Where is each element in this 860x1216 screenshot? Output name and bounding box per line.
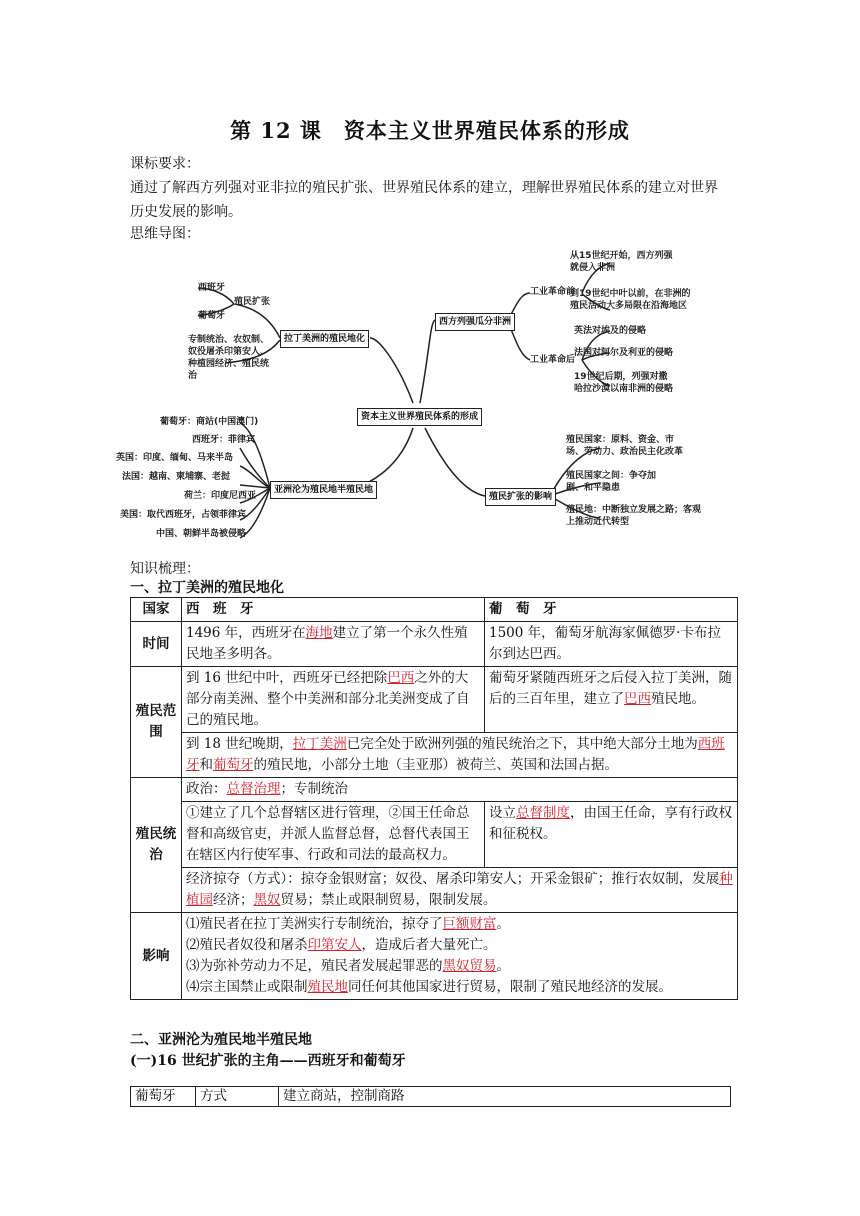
header-spain: 西 班 牙 bbox=[182, 598, 485, 622]
mindmap-label: 思维导图： bbox=[130, 226, 200, 242]
mindmap-asia-item: 葡萄牙：商站(中国澳门) bbox=[160, 417, 259, 427]
mindmap-africa-item: 到19世纪中叶以前，在非洲的殖民活动大多局限在沿海地区 bbox=[570, 289, 691, 311]
mindmap-asia-item: 中国、朝鲜半岛被侵略 bbox=[156, 529, 247, 539]
mindmap-asia-item: 荷兰：印度尼西亚 bbox=[184, 491, 257, 501]
impact-item: ⑵殖民者奴役和屠杀印第安人，造成后者大量死亡。 bbox=[186, 937, 497, 953]
mindmap-rule: 专制统治、农奴制、奴役屠杀印第安人、种植园经济、殖民统治 bbox=[188, 335, 270, 381]
highlight: 总督治理 bbox=[226, 781, 281, 797]
highlight: 拉丁美洲 bbox=[292, 736, 347, 752]
mindmap-branch-africa: 西方列强瓜分非洲 bbox=[435, 313, 515, 331]
mindmap-africa-item: 法国对阿尔及利亚的侵略 bbox=[574, 348, 674, 358]
mindmap-impact-item: 殖民国家之间：争夺加剧、和平隐患 bbox=[566, 471, 657, 493]
impact-item: ⑶为弥补劳动力不足，殖民者发展起罪恶的黑奴贸易。 bbox=[186, 958, 510, 974]
standard-label: 课标要求： bbox=[130, 156, 200, 172]
mindmap-africa-item: 从15世纪开始，西方列强就侵入非洲 bbox=[570, 251, 673, 273]
mindmap-asia-item: 美国：取代西班牙，占领菲律宾 bbox=[120, 510, 247, 520]
row-label-rule: 殖民统治 bbox=[131, 778, 182, 913]
row-label-range: 殖民范围 bbox=[131, 667, 182, 778]
highlight: 印第安人 bbox=[307, 937, 362, 953]
mindmap-expand: 殖民扩张 bbox=[234, 297, 271, 307]
highlight: 黑奴 bbox=[253, 892, 281, 908]
standard-text: 通过了解西方列强对亚非拉的殖民扩张、世界殖民体系的建立，理解世界殖民体系的建立对世界历史发展的影响。 bbox=[130, 180, 718, 220]
time-portugal: 1500 年，葡萄牙航海家佩德罗·卡布拉尔到达巴西。 bbox=[485, 622, 738, 667]
range-common: 到 18 世纪晚期，拉丁美洲已完全处于欧洲列强的殖民统治之下，其中绝大部分土地为西班牙和葡萄牙的殖民地，小部分土地（圭亚那）被荷兰、英国和法国占据。 bbox=[182, 733, 738, 778]
mindmap-africa-item: 英法对埃及的侵略 bbox=[574, 326, 647, 336]
highlight: 巴西 bbox=[624, 691, 651, 707]
highlight: 总督制度 bbox=[516, 805, 570, 821]
cell-method: 方式 bbox=[196, 1087, 279, 1107]
mindmap-portugal: 葡萄牙 bbox=[198, 311, 226, 321]
highlight: 黑奴贸易 bbox=[442, 958, 497, 974]
mindmap-branch-asia: 亚洲沦为殖民地半殖民地 bbox=[270, 481, 377, 499]
asia-table bbox=[130, 1086, 731, 1107]
impact-cell bbox=[182, 913, 738, 1000]
latin-america-table bbox=[130, 597, 738, 1000]
impact-item: ⑷宗主国禁止或限制殖民地同任何其他国家进行贸易，限制了殖民地经济的发展。 bbox=[186, 979, 672, 995]
highlight: 殖民地 bbox=[307, 979, 348, 995]
cell-country: 葡萄牙 bbox=[131, 1087, 196, 1107]
mindmap-branch-impact: 殖民扩张的影响 bbox=[485, 488, 556, 506]
highlight: 巨额财富 bbox=[442, 916, 497, 932]
highlight: 海地 bbox=[305, 625, 333, 641]
mind-map bbox=[116, 238, 710, 570]
knowledge-label: 知识梳理： bbox=[130, 561, 200, 577]
page-title: 第 12 课 资本主义世界殖民体系的形成 bbox=[230, 118, 630, 143]
header-country: 国家 bbox=[131, 598, 182, 622]
highlight: 葡萄牙 bbox=[213, 757, 254, 773]
mindmap-asia-item: 法国：越南、柬埔寨、老挝 bbox=[122, 472, 231, 482]
mindmap-spain: 西班牙 bbox=[198, 283, 226, 293]
cell-detail: 建立商站，控制商路 bbox=[279, 1087, 731, 1107]
mindmap-africa-item: 19世纪后期，列强对撒哈拉沙漠以南非洲的侵略 bbox=[574, 372, 674, 394]
section-subheading: (一)16 世纪扩张的主角——西班牙和葡萄牙 bbox=[130, 1053, 406, 1069]
section-heading-2: 二、亚洲沦为殖民地半殖民地 bbox=[130, 1032, 312, 1048]
highlight: 巴西 bbox=[387, 670, 415, 686]
mindmap-impact-item: 殖民地：中断独立发展之路；客观上推动近代转型 bbox=[566, 505, 702, 527]
mindmap-before-industrial: 工业革命前 bbox=[530, 287, 576, 297]
range-spain: 到 16 世纪中叶，西班牙已经把除巴西之外的大部分南美洲、整个中美洲和部分北美洲变成了自己的殖民地。 bbox=[182, 667, 485, 733]
impact-item: ⑴殖民者在拉丁美洲实行专制统治，掠夺了巨额财富。 bbox=[186, 916, 510, 932]
row-label-impact: 影响 bbox=[131, 913, 182, 1000]
rule-portugal: 设立总督制度，由国王任命，享有行政权和征税权。 bbox=[485, 802, 738, 868]
rule-spain: ①建立了几个总督辖区进行管理，②国王任命总督和高级官吏，并派人监督总督，总督代表国王在辖区内行使军事、行政和司法的最高权力。 bbox=[182, 802, 485, 868]
rule-politics: 政治：总督治理；专制统治 bbox=[182, 778, 738, 802]
highlight: 西班牙 bbox=[186, 736, 725, 773]
mindmap-asia-item: 英国：印度、缅甸、马来半岛 bbox=[116, 453, 234, 463]
mindmap-center: 资本主义世界殖民体系的形成 bbox=[357, 408, 482, 426]
mindmap-asia-item: 西班牙：菲律宾 bbox=[192, 435, 256, 445]
header-portugal: 葡 萄 牙 bbox=[485, 598, 738, 622]
mindmap-after-industrial: 工业革命后 bbox=[530, 355, 576, 365]
row-label-time: 时间 bbox=[131, 622, 182, 667]
highlight: 种植园 bbox=[186, 871, 733, 908]
mindmap-branch-latin-america: 拉丁美洲的殖民地化 bbox=[280, 330, 369, 348]
section-heading-1: 一、拉丁美洲的殖民地化 bbox=[130, 580, 284, 596]
time-spain: 1496 年，西班牙在海地建立了第一个永久性殖民地圣多明各。 bbox=[182, 622, 485, 667]
rule-economy: 经济掠夺（方式）：掠夺金银财富；奴役、屠杀印第安人；开采金银矿；推行农奴制，发展种植园经济；黑奴贸易；禁止或限制贸易，限制发展。 bbox=[182, 868, 738, 913]
range-portugal: 葡萄牙紧随西班牙之后侵入拉丁美洲，随后的三百年里，建立了巴西殖民地。 bbox=[485, 667, 738, 733]
mindmap-impact-item: 殖民国家：原料、资金、市场、劳动力、政治民主化改革 bbox=[566, 435, 684, 457]
